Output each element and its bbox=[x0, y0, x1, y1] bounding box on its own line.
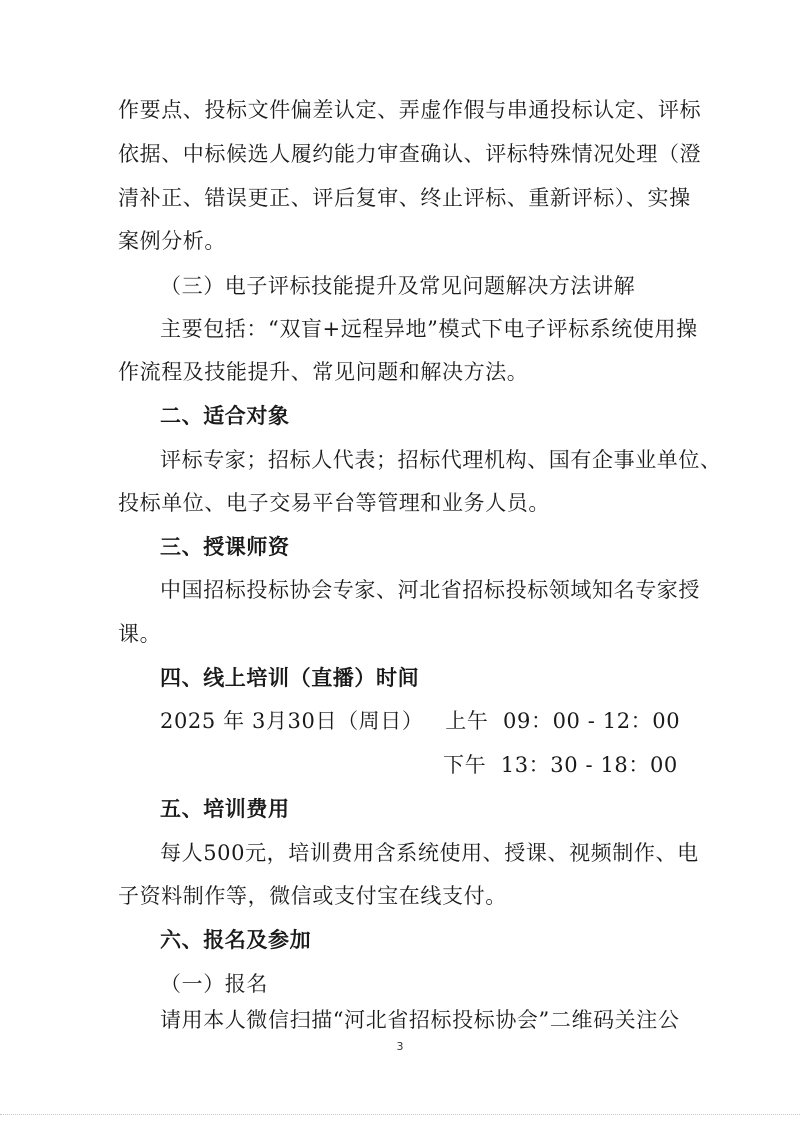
bottom-divider bbox=[0, 1114, 800, 1115]
section-heading: 二、适合对象 bbox=[160, 403, 290, 428]
section-heading: 六、报名及参加 bbox=[160, 927, 312, 952]
section-subheading: （三）电子评标技能提升及常见问题解决方法讲解 bbox=[160, 274, 636, 298]
text-line: 作要点、投标文件偏差认定、弄虚作假与串通投标认定、评标 bbox=[118, 98, 702, 122]
text-line: 中国招标投标协会专家、河北省招标投标领域知名专家授 bbox=[160, 578, 700, 602]
section-heading: 四、线上培训（直播）时间 bbox=[160, 665, 420, 690]
text-line: 投标单位、电子交易平台等管理和业务人员。 bbox=[118, 491, 550, 515]
text-line: 子资料制作等，微信或支付宝在线支付。 bbox=[118, 884, 507, 908]
text-line: 作流程及技能提升、常见问题和解决方法。 bbox=[118, 360, 529, 384]
text-line: 主要包括：“双盲+远程异地”模式下电子评标系统使用操 bbox=[160, 317, 698, 341]
text-line: 课。 bbox=[118, 622, 162, 646]
page-number: 3 bbox=[396, 1040, 404, 1053]
schedule-line: 2025 年 3月30日（周日） 上午 09：00 - 12：00 bbox=[160, 709, 681, 733]
text-line: 案例分析。 bbox=[118, 229, 226, 253]
schedule-line: 下午 13：30 - 18：00 bbox=[443, 753, 678, 777]
text-line: 每人500元，培训费用含系统使用、授课、视频制作、电 bbox=[160, 841, 699, 865]
section-heading: 五、培训费用 bbox=[160, 796, 290, 821]
text-line: 清补正、错误更正、评后复审、终止评标、重新评标）、实操 bbox=[118, 186, 691, 210]
section-heading: 三、授课师资 bbox=[160, 534, 290, 559]
text-line: 请用本人微信扫描“河北省招标投标协会”二维码关注公 bbox=[160, 1008, 680, 1032]
text-line: 评标专家；招标人代表；招标代理机构、国有企事业单位、 bbox=[160, 448, 722, 472]
text-line: 依据、中标候选人履约能力审查确认、评标特殊情况处理（澄 bbox=[118, 142, 702, 166]
section-subheading: （一）报名 bbox=[160, 972, 268, 996]
